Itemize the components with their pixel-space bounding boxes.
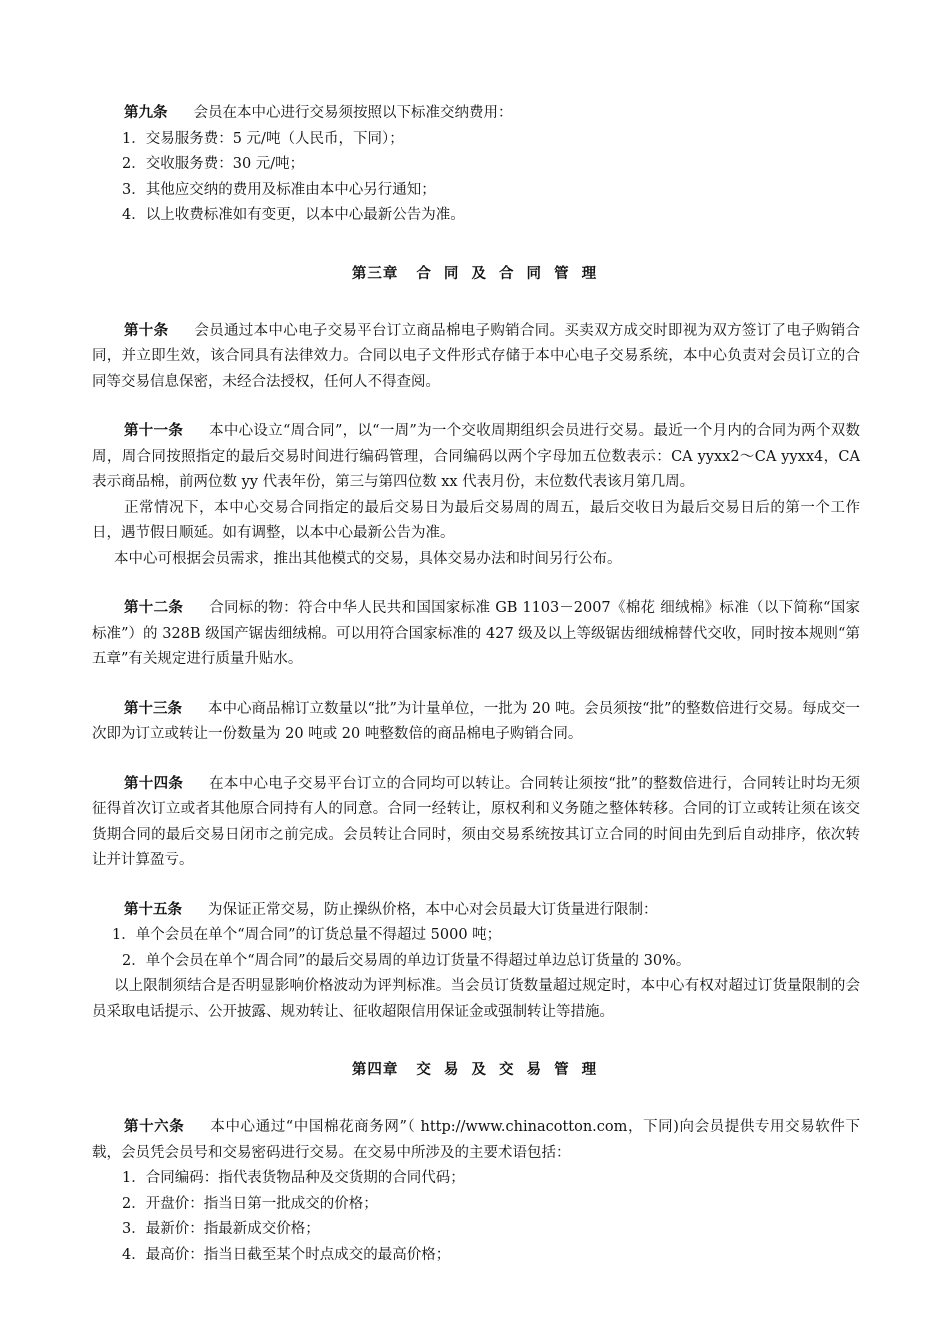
article-11-title: 第十一条 (124, 422, 184, 439)
article-16-text: 本中心通过“中国棉花商务网”（ http://www.chinacotton.com，下同)向会员提供专用交易软件下载，会员凭会员号和交易密码进行交易。在交易中所涉及的主要术语包括： (92, 1119, 860, 1161)
article-11-para-3: 本中心可根据会员需求，推出其他模式的交易，具体交易办法和时间另行公布。 (114, 550, 622, 567)
article-14-title: 第十四条 (124, 774, 184, 792)
article-12-title: 第十二条 (124, 599, 184, 616)
spacer (92, 673, 860, 696)
article-14 (92, 771, 860, 874)
term-item-4: 4．最高价：指当日截至某个时点成交的最高价格； (122, 1246, 451, 1263)
article-16-title: 第十六条 (124, 1118, 185, 1135)
spacer (92, 1082, 860, 1114)
article-14-text: 在本中心电子交易平台订立的合同均可以转让。合同转让须按“批”的整数倍进行，合同转让时均无须征得首次订立或者其他原合同持有人的同意。合同一经转让，原权利和义务随之整体转移。合同的订立或转让须在该交货期合同的最后交易日闭市之前完成。会员转让合同时，须由交易系统按其订立合同的时间由先到后自动排序，依次转让并计算盈亏。 (92, 775, 860, 868)
article-10 (92, 318, 860, 396)
article-11 (92, 418, 860, 496)
fee-item-3: 3．其他应交纳的费用及标准由本中心另行通知； (122, 181, 436, 198)
fee-item-2: 2．交收服务费：30 元/吨； (122, 156, 305, 172)
term-item-3: 3．最新价：指最新成交价格； (122, 1221, 320, 1237)
limit-item-2: 2．单个会员在单个“周合同”的最后交易周的单边订货量不得超过单边总订货量的 30%。 (122, 952, 691, 969)
article-11-para-2: 正常情况下，本中心交易合同指定的最后交易日为最后交易周的周五，最后交收日为最后交易日后的第一个工作日，遇节假日顺延。如有调整，以本中心最新公告为准。 (92, 499, 860, 541)
spacer (92, 286, 860, 318)
fee-item-1: 1．交易服务费：5 元/吨（人民币，下同）； (122, 130, 404, 147)
article-16 (92, 1114, 860, 1166)
chapter-4-number: 第四章 (351, 1061, 399, 1078)
article-10-title: 第十条 (124, 321, 169, 339)
spacer (92, 874, 860, 897)
article-15 (92, 897, 860, 924)
spacer (92, 1025, 860, 1057)
spacer (92, 395, 860, 418)
chapter-4-title: 交 易 及 交 易 管 理 (416, 1061, 601, 1078)
spacer (92, 572, 860, 595)
article-15-text: 为保证正常交易，防止操纵价格，本中心对会员最大订货量进行限制： (208, 901, 658, 918)
chapter-3-heading (92, 261, 860, 286)
article-9-text: 会员在本中心进行交易须按照以下标准交纳费用： (193, 105, 513, 121)
article-12-text: 合同标的物：符合中华人民共和国国家标准 GB 1103－2007《棉花 细绒棉》标准（以下简称“国家标准”）的 328B 级国产锯齿细绒棉。可以用符合国家标准的 427 级及以上等级锯齿细绒棉替代交收，同时按本规则“第五章”有关规定进行质量升贴水。 (92, 600, 861, 667)
chapter-4-heading (92, 1057, 860, 1082)
term-item-2: 2．开盘价：指当日第一批成交的价格； (122, 1195, 378, 1212)
article-13-text: 本中心商品棉订立数量以“批”为计量单位，一批为 20 吨。会员须按“批”的整数倍进行交易。每成交一次即为订立或转让一份数量为 20 吨或 20 吨整数倍的商品棉电子购销合同。 (92, 700, 860, 742)
article-15-para-2: 以上限制须结合是否明显影响价格波动为评判标准。当会员订货数量超过规定时，本中心有权对超过订货量限制的会员采取电话提示、公开披露、规劝转让、征收超限信用保证金或强制转让等措施。 (92, 978, 860, 1020)
article-15-title: 第十五条 (124, 900, 182, 918)
spacer (92, 229, 860, 261)
fee-item-4: 4．以上收费标准如有变更，以本中心最新公告为准。 (122, 207, 465, 223)
spacer (92, 748, 860, 771)
article-13 (92, 696, 860, 748)
article-9-title: 第九条 (124, 104, 168, 121)
term-item-1: 1．合同编码：指代表货物品种及交货期的合同代码； (122, 1170, 465, 1186)
article-12 (92, 595, 860, 673)
chapter-3-number: 第三章 (351, 264, 399, 282)
document-content (92, 100, 860, 1268)
limit-item-1: 1．单个会员在单个“周合同”的订货总量不得超过 5000 吨； (112, 927, 502, 943)
article-9 (92, 100, 860, 127)
article-10-text: 会员通过本中心电子交易平台订立商品棉电子购销合同。买卖双方成交时即视为双方签订了电子购销合同，并立即生效，该合同具有法律效力。合同以电子文件形式存储于本中心电子交易系统，本中心负责对会员订立的合同等交易信息保密，未经合法授权，任何人不得查阅。 (92, 322, 861, 390)
chapter-3-title: 合 同 及 合 同 管 理 (416, 264, 601, 282)
article-13-title: 第十三条 (124, 699, 183, 717)
article-11-text: 本中心设立“周合同”，以“一周”为一个交收周期组织会员进行交易。最近一个月内的合同为两个双数周，周合同按照指定的最后交易时间进行编码管理，合同编码以两个字母加五位数表示：CA yyxx2～CA yyxx4，CA 表示商品棉，前两位数 yy 代表年份，第三与第四位数 xx 代表月份，末位数代表该月第几周。 (92, 423, 860, 490)
